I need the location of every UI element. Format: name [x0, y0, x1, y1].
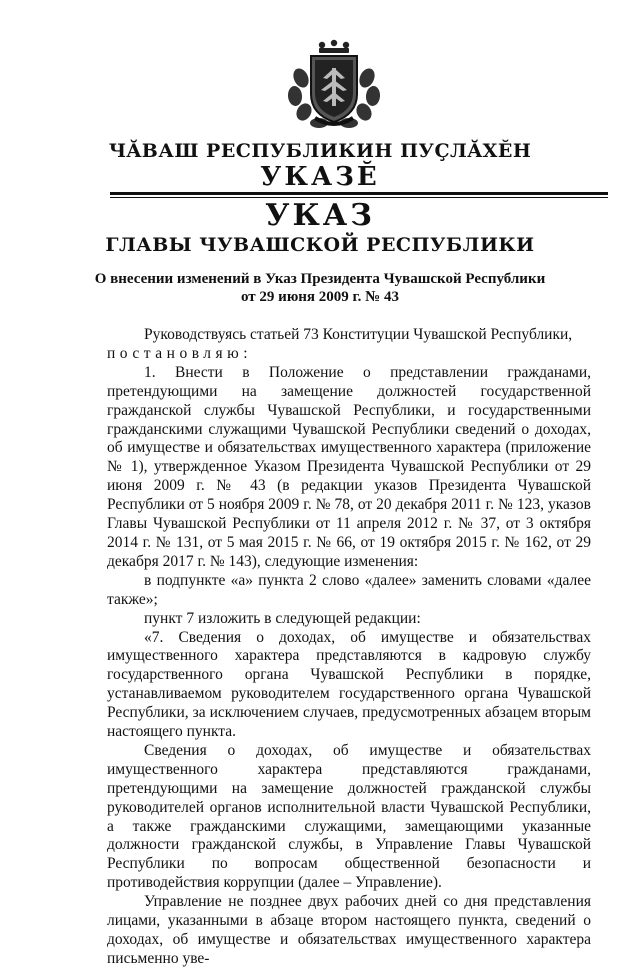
document-body	[107, 326, 591, 969]
chuvash-ukaz-heading: УКАЗĔ	[260, 162, 380, 192]
item-1-paragraph: 1. Внести в Положение о представлении гражданами, претендующими на замещение должностей государственной гражданской службы Чувашской Республики, и государственными гражданскими служащими Чувашской Республики сведений о доходах, об имуществе и обязательствах имущественного характера (приложение № 1), утвержденное Указом Президента Чувашской Республики от 29 июня 2009 г. № 43 (в редакции указов Президента Чувашской Республики от 5 ноября 2009 г. № 78, от 20 декабря 2011 г. № 123, указов Главы Чувашской Республики от 11 апреля 2012 г. № 37, от 3 октября 2014 г. № 131, от 5 мая 2015 г. № 66, от 19 октября 2015 г. № 162, от 29 декабря 2017 г. № 143), следующие изменения:	[107, 363, 591, 570]
quote-paragraph-1: «7. Сведения о доходах, об имуществе и обязательствах имущественного характера представляются в кадровую службу государственного органа Чувашской Республики в порядке, устанавливаемом руководителем государственного органа Чувашской Республики, за исключением случаев, предусмотренных абзацем вторым настоящего пункта.	[107, 628, 591, 741]
chuvash-header-line: ЧĂВАШ РЕСПУБЛИКИН ПУÇЛĂХĔН	[108, 140, 532, 162]
decree-word: постановляю:	[107, 344, 253, 362]
quote-paragraph-2: Сведения о доходах, об имуществе и обязательствах имущественного характера представляются гражданами, претендующими на замещение должностей гражданской службы руководителей органов исполнительной власти Чувашской Республики, а также гражданскими служащими, замещающими указанные должности гражданской службы, в Управление Главы Чувашской Республики по вопросам общественной безопасности и противодействия коррупции (далее – Управление).	[107, 741, 591, 892]
header-divider-thick	[110, 192, 608, 195]
subpoint-a-paragraph: в подпункте «а» пункта 2 слово «далее» заменить словами «далее также»;	[107, 571, 591, 608]
point-7-paragraph: пункт 7 изложить в следующей редакции:	[144, 609, 421, 627]
quote-paragraph-3: Управление не позднее двух рабочих дней со дня представления лицами, указанными в абзаце втором настоящего пункта, сведений о доходах, об имуществе и обязательствах имущественного характера письменно уве-	[107, 893, 591, 967]
ukaz-subheading: ГЛАВЫ ЧУВАШСКОЙ РЕСПУБЛИКИ	[105, 234, 535, 256]
coat-of-arms-emblem	[279, 38, 389, 130]
ukaz-heading: УКАЗ	[265, 198, 375, 233]
intro-paragraph: Руководствуясь статьей 73 Конституции Чувашской Республики,	[144, 326, 573, 343]
document-title-line1: О внесении изменений в Указ Президента Чувашской Республики	[94, 271, 546, 287]
document-title-line2: от 29 июня 2009 г. № 43	[241, 289, 399, 305]
